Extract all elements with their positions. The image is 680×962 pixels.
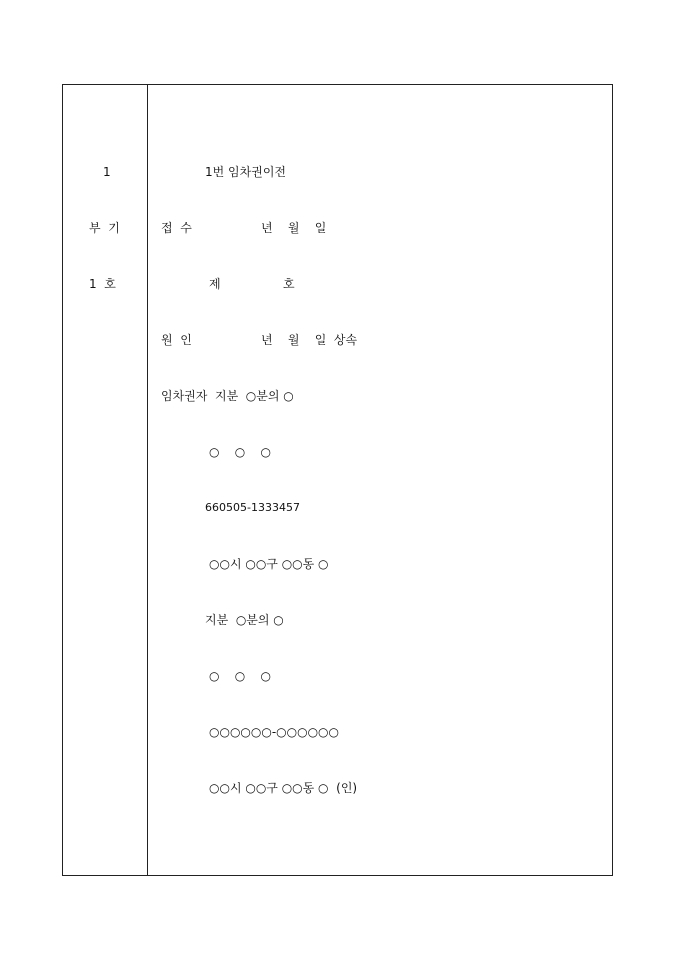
holder1-address: ○○시 ○○구 ○○동 ○ (209, 557, 329, 571)
holder2-name: ○ ○ ○ (209, 669, 271, 683)
lessee-heading: 임차권자 지분 ○분의 ○ (161, 389, 294, 403)
cause-label: 원 인 (161, 333, 192, 347)
holder1-name: ○ ○ ○ (209, 445, 271, 459)
number-label: 제 (209, 277, 221, 291)
entry-title: 1번 임차권이전 (205, 165, 287, 179)
column-divider (147, 85, 148, 875)
holder2-share: 지분 ○분의 ○ (205, 613, 284, 627)
holder2-address: ○○시 ○○구 ○○동 ○ (인) (209, 781, 358, 795)
annex-number-label: 1 호 (89, 277, 116, 291)
number-suffix: 호 (283, 277, 295, 291)
entry-number: 1 (103, 165, 111, 179)
holder2-id: ○○○○○○-○○○○○○ (209, 725, 339, 739)
cause-date: 년 월 일 상속 (261, 333, 358, 347)
reception-date: 년 월 일 (261, 221, 327, 235)
reception-label: 접 수 (161, 221, 192, 235)
registry-table (62, 84, 613, 876)
annex-label: 부 기 (89, 221, 120, 235)
holder1-id: 660505-1333457 (205, 501, 300, 514)
